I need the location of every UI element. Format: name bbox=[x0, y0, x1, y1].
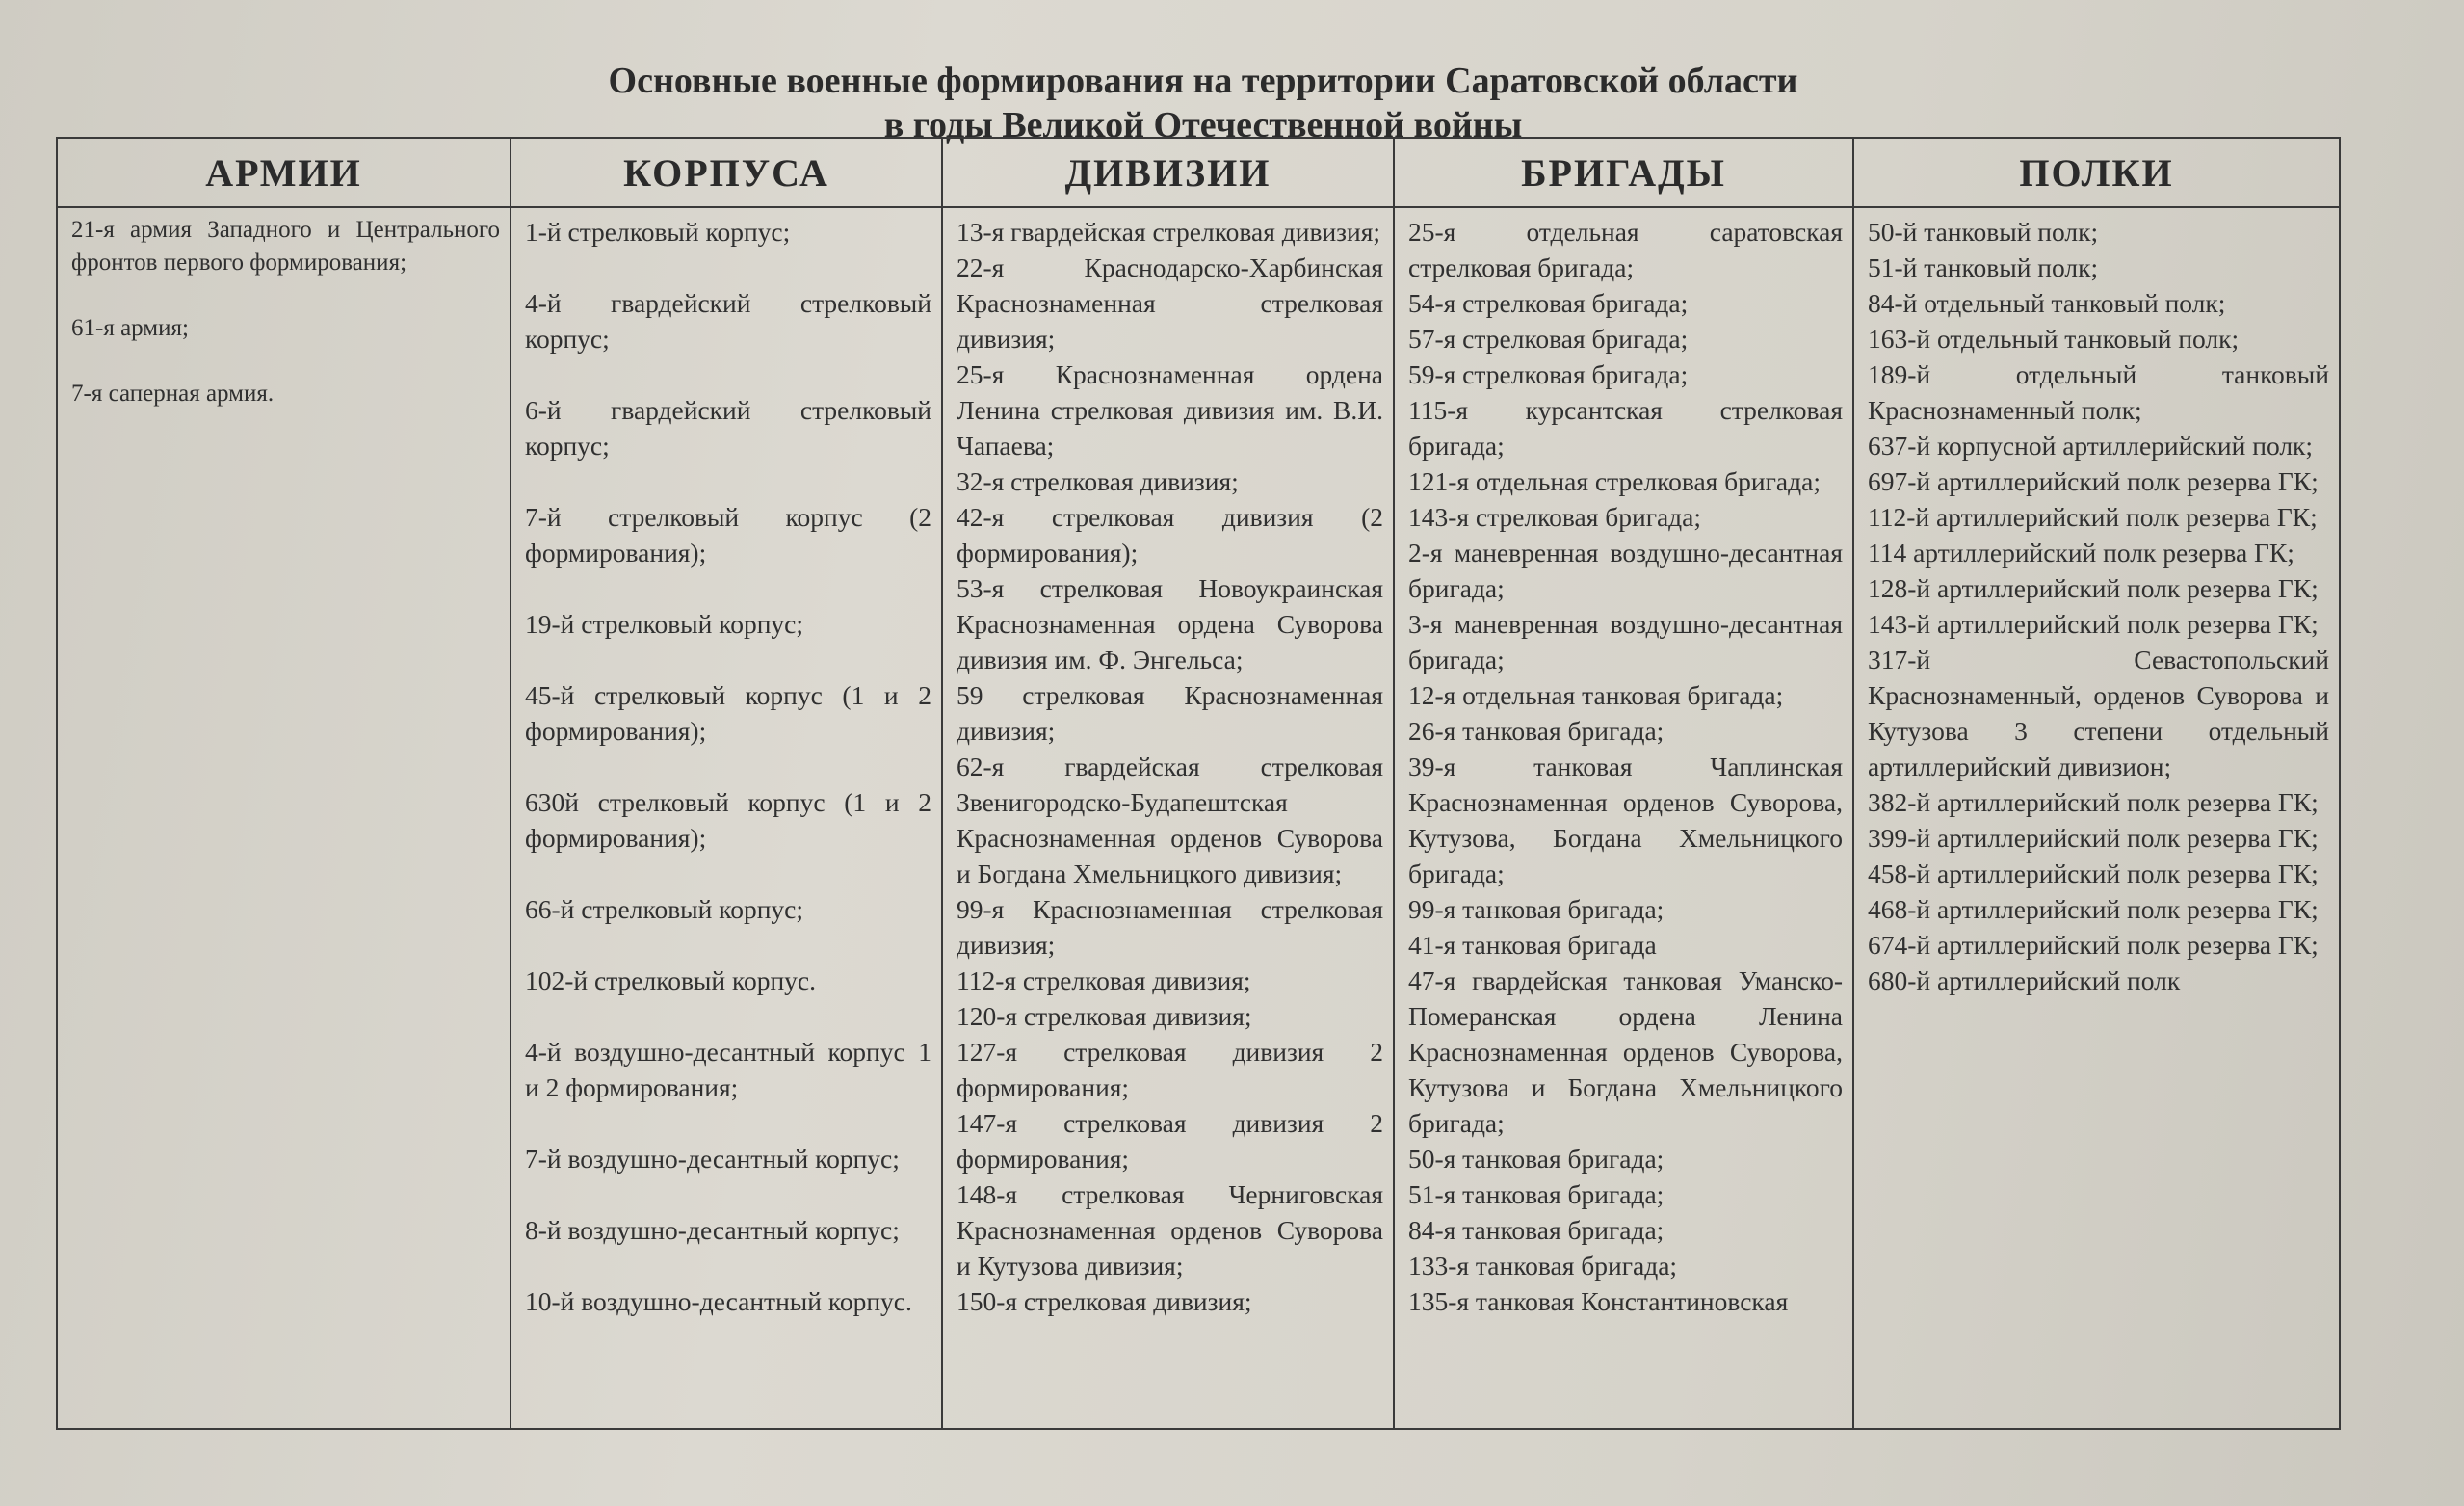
divizii-entry: 42-я стрелковая дивизия (2 формирования); bbox=[957, 502, 1383, 568]
polki-entry: 674-й артиллерийский полк резерва ГК; bbox=[1868, 930, 2319, 960]
polki-entry: 112-й артиллерийский полк резерва ГК; bbox=[1868, 502, 2318, 532]
korpusa-entry: 4-й гвардейский стрелковый корпус; bbox=[525, 288, 931, 354]
armii-entry: 7-я саперная армия. bbox=[71, 381, 275, 407]
brigady-entry: 51-я танковая бригада; bbox=[1408, 1179, 1665, 1209]
polki-entry: 163-й отдельный танковый полк; bbox=[1868, 324, 2240, 354]
korpusa-entry: 8-й воздушно-десантный корпус; bbox=[525, 1215, 900, 1245]
polki-entry: 84-й отдельный танковый полк; bbox=[1868, 288, 2226, 318]
brigady-entry: 50-я танковая бригада; bbox=[1408, 1144, 1665, 1174]
polki-entry: 680-й артиллерийский полк bbox=[1868, 965, 2181, 995]
brigady-entry: 12-я отдельная танковая бригада; bbox=[1408, 680, 1784, 710]
document-title-line-2: в годы Великой Отечественной войны bbox=[883, 105, 1523, 145]
polki-column bbox=[1853, 207, 2340, 1429]
korpusa-entry: 19-й стрелковый корпус; bbox=[525, 609, 804, 639]
divizii-entry: 22-я Краснодарско-Харбинская Краснознаменная стрелковая дивизия; bbox=[957, 252, 1383, 354]
divizii-entry: 127-я стрелковая дивизия 2 формирования; bbox=[957, 1037, 1383, 1102]
table-body-row bbox=[57, 207, 2340, 1429]
brigady-entry: 115-я курсантская стрелковая бригада; bbox=[1408, 395, 1843, 461]
brigady-entry: 39-я танковая Чаплинская Краснознаменная орденов Суворова, Кутузова, Богдана Хмельницкого бригада; bbox=[1408, 752, 1843, 888]
korpusa-entry: 6-й гвардейский стрелковый корпус; bbox=[525, 395, 931, 461]
brigady-entry: 143-я стрелковая бригада; bbox=[1408, 502, 1702, 532]
divizii-entry: 148-я стрелковая Черниговская Краснознаменная орденов Суворова и Кутузова дивизия; bbox=[957, 1179, 1383, 1281]
polki-entry: 114 артиллерийский полк резерва ГК; bbox=[1868, 538, 2294, 568]
table-header-row bbox=[57, 138, 2340, 207]
formations-table bbox=[56, 137, 2341, 1430]
polki-entry: 637-й корпусной артиллерийский полк; bbox=[1868, 431, 2314, 461]
armii-entry: 21-я армия Западного и Центрального фронтов первого формирования; bbox=[71, 217, 500, 276]
korpusa-entry: 1-й стрелковый корпус; bbox=[525, 217, 791, 247]
header-brigady: БРИГАДЫ bbox=[1394, 138, 1853, 207]
divizii-entry: 13-я гвардейская стрелковая дивизия; bbox=[957, 217, 1381, 247]
korpusa-entry: 4-й воздушно-десантный корпус 1 и 2 формирования; bbox=[525, 1037, 931, 1102]
polki-entry: 399-й артиллерийский полк резерва ГК; bbox=[1868, 823, 2319, 853]
polki-entry: 143-й артиллерийский полк резерва ГК; bbox=[1868, 609, 2319, 639]
brigady-entry: 121-я отдельная стрелковая бригада; bbox=[1408, 466, 1821, 496]
polki-entry: 382-й артиллерийский полк резерва ГК; bbox=[1868, 787, 2319, 817]
brigady-entry: 3-я маневренная воздушно-десантная бригада; bbox=[1408, 609, 1843, 674]
divizii-entry: 59 стрелковая Краснознаменная дивизия; bbox=[957, 680, 1383, 746]
polki-entry: 128-й артиллерийский полк резерва ГК; bbox=[1868, 573, 2319, 603]
brigady-entry: 26-я танковая бригада; bbox=[1408, 716, 1665, 746]
divizii-entry: 150-я стрелковая дивизия; bbox=[957, 1286, 1252, 1316]
polki-entry: 317-й Севастопольский Краснознаменный, орденов Суворова и Кутузова 3 степени отдельный артиллерийский дивизион; bbox=[1868, 645, 2329, 781]
divizii-entry: 120-я стрелковая дивизия; bbox=[957, 1001, 1252, 1031]
divizii-entry: 99-я Краснознаменная стрелковая дивизия; bbox=[957, 894, 1383, 960]
brigady-entry: 84-я танковая бригада; bbox=[1408, 1215, 1665, 1245]
korpusa-entry: 7-й стрелковый корпус (2 формирования); bbox=[525, 502, 931, 568]
divizii-entry: 112-я стрелковая дивизия; bbox=[957, 965, 1251, 995]
polki-entry: 189-й отдельный танковый Краснознаменный полк; bbox=[1868, 359, 2329, 425]
brigady-entry: 99-я танковая бригада; bbox=[1408, 894, 1665, 924]
brigady-entry: 25-я отдельная саратовская стрелковая бригада; bbox=[1408, 217, 1843, 282]
polki-entry: 51-й танковый полк; bbox=[1868, 252, 2099, 282]
korpusa-column bbox=[511, 207, 942, 1429]
korpusa-entry: 10-й воздушно-десантный корпус. bbox=[525, 1286, 912, 1316]
divizii-entry: 53-я стрелковая Новоукраинская Краснознаменная ордена Суворова дивизия им. Ф. Энгельса; bbox=[957, 573, 1383, 674]
brigady-entry: 2-я маневренная воздушно-десантная бригада; bbox=[1408, 538, 1843, 603]
document-title-line-1: Основные военные формирования на территории Саратовской области bbox=[608, 61, 1798, 101]
brigady-entry: 57-я стрелковая бригада; bbox=[1408, 324, 1689, 354]
korpusa-entry: 630й стрелковый корпус (1 и 2 формирования); bbox=[525, 787, 931, 853]
header-polki: ПОЛКИ bbox=[1853, 138, 2340, 207]
korpusa-entry: 7-й воздушно-десантный корпус; bbox=[525, 1144, 900, 1174]
divizii-entry: 147-я стрелковая дивизия 2 формирования; bbox=[957, 1108, 1383, 1174]
brigady-entry: 135-я танковая Константиновская bbox=[1408, 1286, 1789, 1316]
korpusa-entry: 102-й стрелковый корпус. bbox=[525, 965, 817, 995]
korpusa-entry: 66-й стрелковый корпус; bbox=[525, 894, 804, 924]
brigady-entry: 47-я гвардейская танковая Уманско-Померанская ордена Ленина Краснознаменная орденов Суворова, Кутузова и Богдана Хмельницкого бригада; bbox=[1408, 965, 1843, 1138]
divizii-entry: 25-я Краснознаменная ордена Ленина стрелковая дивизия им. В.И. Чапаева; bbox=[957, 359, 1383, 461]
header-armii: АРМИИ bbox=[57, 138, 511, 207]
brigady-entry: 54-я стрелковая бригада; bbox=[1408, 288, 1689, 318]
brigady-entry: 59-я стрелковая бригада; bbox=[1408, 359, 1689, 389]
brigady-entry: 41-я танковая бригада bbox=[1408, 930, 1657, 960]
divizii-column bbox=[942, 207, 1394, 1429]
polki-entry: 50-й танковый полк; bbox=[1868, 217, 2099, 247]
divizii-entry: 62-я гвардейская стрелковая Звенигородско-Будапештская Краснознаменная орденов Суворова и Богдана Хмельницкого дивизия; bbox=[957, 752, 1383, 888]
polki-entry: 697-й артиллерийский полк резерва ГК; bbox=[1868, 466, 2319, 496]
header-divizii: ДИВИЗИИ bbox=[942, 138, 1394, 207]
korpusa-entry: 45-й стрелковый корпус (1 и 2 формирования); bbox=[525, 680, 931, 746]
polki-entry: 458-й артиллерийский полк резерва ГК; bbox=[1868, 859, 2319, 888]
divizii-entry: 32-я стрелковая дивизия; bbox=[957, 466, 1239, 496]
armii-column bbox=[57, 207, 511, 1429]
armii-entry: 61-я армия; bbox=[71, 315, 189, 341]
header-korpusa: КОРПУСА bbox=[511, 138, 942, 207]
polki-entry: 468-й артиллерийский полк резерва ГК; bbox=[1868, 894, 2319, 924]
brigady-column bbox=[1394, 207, 1853, 1429]
brigady-entry: 133-я танковая бригада; bbox=[1408, 1251, 1678, 1281]
